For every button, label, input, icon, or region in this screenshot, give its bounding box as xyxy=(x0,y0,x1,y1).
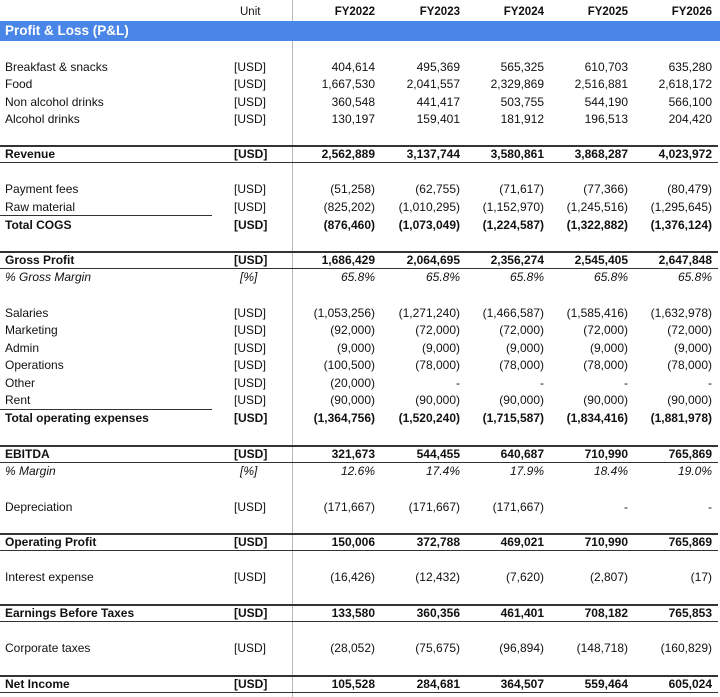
row-value: 321,673 xyxy=(331,447,375,461)
row-value: 469,021 xyxy=(500,535,544,549)
row-value: 765,869 xyxy=(668,535,712,549)
row-value: - xyxy=(708,500,712,514)
total-row-operating-profit xyxy=(0,534,720,551)
row-value: (1,010,295) xyxy=(398,200,460,214)
row-value: 1,686,429 xyxy=(321,253,375,267)
row-value: 2,329,869 xyxy=(490,77,544,91)
row-value: (75,675) xyxy=(415,641,460,655)
row-value: 65.8% xyxy=(425,270,460,284)
row-value: (1,585,416) xyxy=(566,306,628,320)
row-unit: [USD] xyxy=(234,182,267,196)
table-row xyxy=(0,94,720,111)
section-title-bar xyxy=(0,21,720,41)
row-unit: [USD] xyxy=(234,393,267,407)
row-unit: [USD] xyxy=(234,447,268,461)
row-value: 3,580,861 xyxy=(490,147,544,161)
row-value: (825,202) xyxy=(323,200,375,214)
row-value: 150,006 xyxy=(331,535,375,549)
row-value: (1,834,416) xyxy=(566,411,628,425)
row-value: (1,295,645) xyxy=(650,200,712,214)
row-value: (1,520,240) xyxy=(398,411,460,425)
row-label: Operating Profit xyxy=(5,535,97,549)
row-value: 3,137,744 xyxy=(406,147,460,161)
row-value: 710,990 xyxy=(584,447,628,461)
row-value: (16,426) xyxy=(330,570,375,584)
table-row xyxy=(0,375,720,392)
row-unit: [USD] xyxy=(234,77,267,91)
row-value: 133,580 xyxy=(331,606,375,620)
row-unit: [USD] xyxy=(234,677,268,691)
row-value: (78,000) xyxy=(667,358,712,372)
row-value: (62,755) xyxy=(415,182,460,196)
row-value: 765,869 xyxy=(668,447,712,461)
table-row xyxy=(0,340,720,357)
table-row xyxy=(0,392,720,409)
row-unit: [USD] xyxy=(234,323,267,337)
subtotal-row-cogs xyxy=(0,217,720,234)
row-value: 18.4% xyxy=(593,464,628,478)
section-title: Profit & Loss (P&L) xyxy=(5,23,129,38)
table-row xyxy=(0,357,720,374)
table-row xyxy=(0,569,720,586)
row-label: % Gross Margin xyxy=(5,270,92,284)
subtotal-underline xyxy=(0,215,212,216)
row-value: 566,100 xyxy=(668,95,712,109)
row-value: 130,197 xyxy=(331,112,375,126)
total-row-gross-profit xyxy=(0,252,720,269)
row-value: (9,000) xyxy=(336,341,375,355)
row-value: 17.4% xyxy=(425,464,460,478)
row-value: 19.0% xyxy=(677,464,712,478)
row-value: (171,667) xyxy=(492,500,544,514)
total-row-net-income xyxy=(0,676,720,693)
row-value: (9,000) xyxy=(589,341,628,355)
row-label: Earnings Before Taxes xyxy=(5,606,135,620)
row-value: (72,000) xyxy=(583,323,628,337)
row-value: 565,325 xyxy=(500,60,544,74)
row-value: 495,369 xyxy=(416,60,460,74)
row-unit: [USD] xyxy=(234,218,268,232)
row-value: 640,687 xyxy=(500,447,544,461)
total-row-ebt xyxy=(0,605,720,622)
row-unit: [USD] xyxy=(234,411,268,425)
header-unit: Unit xyxy=(240,6,261,18)
row-value: 105,528 xyxy=(331,677,375,691)
table-row xyxy=(0,640,720,657)
row-value: (71,617) xyxy=(499,182,544,196)
row-value: 2,041,557 xyxy=(406,77,460,91)
row-value: 360,356 xyxy=(416,606,460,620)
row-label: Revenue xyxy=(5,147,56,161)
row-unit: [USD] xyxy=(234,95,267,109)
row-label: Breakfast & snacks xyxy=(5,60,108,74)
row-unit: [USD] xyxy=(234,500,267,514)
row-value: (78,000) xyxy=(583,358,628,372)
row-value: 559,464 xyxy=(584,677,628,691)
row-label: Other xyxy=(5,376,36,390)
row-value: 605,024 xyxy=(668,677,712,691)
row-label: Marketing xyxy=(5,323,58,337)
row-value: 2,356,274 xyxy=(490,253,544,267)
row-value: 441,417 xyxy=(416,95,460,109)
row-value: 765,853 xyxy=(668,606,712,620)
row-value: 364,507 xyxy=(500,677,544,691)
margin-row xyxy=(0,269,720,286)
row-unit: [USD] xyxy=(234,535,268,549)
row-value: (100,500) xyxy=(323,358,375,372)
row-value: 2,562,889 xyxy=(321,147,375,161)
row-value: 65.8% xyxy=(593,270,628,284)
row-value: - xyxy=(624,500,628,514)
row-unit: [USD] xyxy=(234,112,267,126)
row-unit: [USD] xyxy=(234,570,267,584)
header-year: FY2025 xyxy=(587,6,628,18)
row-unit: [USD] xyxy=(234,253,268,267)
row-value: (72,000) xyxy=(499,323,544,337)
row-label: Total COGS xyxy=(5,218,72,232)
row-value: (1,715,587) xyxy=(482,411,544,425)
row-label: Salaries xyxy=(5,306,49,320)
row-label: Net Income xyxy=(5,677,70,691)
row-value: - xyxy=(624,376,628,390)
row-value: (1,632,978) xyxy=(650,306,712,320)
row-value: (78,000) xyxy=(499,358,544,372)
row-value: 159,401 xyxy=(416,112,460,126)
row-value: (90,000) xyxy=(330,393,375,407)
total-row-ebitda xyxy=(0,446,720,463)
row-value: (90,000) xyxy=(499,393,544,407)
row-value: (1,224,587) xyxy=(482,218,544,232)
row-label: Operations xyxy=(5,358,64,372)
row-value: (1,053,256) xyxy=(313,306,375,320)
row-value: (72,000) xyxy=(415,323,460,337)
row-value: (1,073,049) xyxy=(398,218,460,232)
row-value: 284,681 xyxy=(416,677,460,691)
row-value: 181,912 xyxy=(500,112,544,126)
row-unit: [%] xyxy=(240,270,258,284)
row-label: Rent xyxy=(5,393,31,407)
row-unit: [USD] xyxy=(234,147,268,161)
row-unit: [USD] xyxy=(234,306,267,320)
row-value: (171,667) xyxy=(323,500,375,514)
row-value: (96,894) xyxy=(499,641,544,655)
row-unit: [USD] xyxy=(234,606,268,620)
row-label: Total operating expenses xyxy=(5,411,149,425)
row-label: % Margin xyxy=(5,464,56,478)
row-value: (9,000) xyxy=(421,341,460,355)
table-row xyxy=(0,111,720,128)
row-value: (9,000) xyxy=(673,341,712,355)
table-row xyxy=(0,199,720,216)
table-row xyxy=(0,181,720,198)
row-value: (90,000) xyxy=(583,393,628,407)
row-value: (1,322,882) xyxy=(566,218,628,232)
row-value: 404,614 xyxy=(331,60,375,74)
row-value: (51,258) xyxy=(330,182,375,196)
header-row xyxy=(0,4,720,21)
row-value: 12.6% xyxy=(340,464,375,478)
row-value: (20,000) xyxy=(330,376,375,390)
row-value: (171,667) xyxy=(408,500,460,514)
row-value: 65.8% xyxy=(509,270,544,284)
row-label: Food xyxy=(5,77,33,91)
row-label: Depreciation xyxy=(5,500,73,514)
row-value: (90,000) xyxy=(415,393,460,407)
row-value: (92,000) xyxy=(330,323,375,337)
row-value: (17) xyxy=(690,570,712,584)
row-value: 503,755 xyxy=(500,95,544,109)
row-value: 17.9% xyxy=(509,464,544,478)
header-year: FY2022 xyxy=(334,6,375,18)
row-value: 544,190 xyxy=(584,95,628,109)
row-value: (1,271,240) xyxy=(398,306,460,320)
row-label: Interest expense xyxy=(5,570,94,584)
table-row xyxy=(0,499,720,516)
row-value: 65.8% xyxy=(677,270,712,284)
row-label: Raw material xyxy=(5,200,76,214)
subtotal-row-opex xyxy=(0,410,720,427)
row-value: (7,620) xyxy=(505,570,544,584)
row-value: (1,152,970) xyxy=(482,200,544,214)
row-value: 4,023,972 xyxy=(658,147,712,161)
table-row xyxy=(0,305,720,322)
row-label: Non alcohol drinks xyxy=(5,95,104,109)
row-value: (72,000) xyxy=(667,323,712,337)
header-year: FY2026 xyxy=(671,6,712,18)
row-label: EBITDA xyxy=(5,447,50,461)
total-row-revenue xyxy=(0,146,720,163)
row-value: (90,000) xyxy=(667,393,712,407)
row-value: (28,052) xyxy=(330,641,375,655)
row-value: (80,479) xyxy=(667,182,712,196)
row-unit: [USD] xyxy=(234,341,267,355)
row-value: - xyxy=(708,376,712,390)
row-value: 2,545,405 xyxy=(574,253,628,267)
row-value: (78,000) xyxy=(415,358,460,372)
row-value: (1,364,756) xyxy=(313,411,375,425)
row-value: 635,280 xyxy=(668,60,712,74)
table-row xyxy=(0,322,720,339)
row-value: (1,466,587) xyxy=(482,306,544,320)
row-value: 2,516,881 xyxy=(574,77,628,91)
row-value: (77,366) xyxy=(583,182,628,196)
row-value: (2,807) xyxy=(589,570,628,584)
row-unit: [USD] xyxy=(234,376,267,390)
row-unit: [USD] xyxy=(234,60,267,74)
row-value: 544,455 xyxy=(416,447,460,461)
row-value: (148,718) xyxy=(576,641,628,655)
row-value: 196,513 xyxy=(584,112,628,126)
header-year: FY2023 xyxy=(419,6,460,18)
table-row xyxy=(0,59,720,76)
row-value: (1,245,516) xyxy=(566,200,628,214)
row-value: (1,881,978) xyxy=(650,411,712,425)
row-label: Payment fees xyxy=(5,182,79,196)
row-value: 610,703 xyxy=(584,60,628,74)
row-value: 3,868,287 xyxy=(574,147,628,161)
row-value: (1,376,124) xyxy=(650,218,712,232)
row-value: 65.8% xyxy=(340,270,375,284)
row-value: - xyxy=(540,376,544,390)
row-unit: [USD] xyxy=(234,200,267,214)
row-value: 1,667,530 xyxy=(321,77,375,91)
row-label: Gross Profit xyxy=(5,253,75,267)
margin-row xyxy=(0,463,720,480)
row-value: (160,829) xyxy=(660,641,712,655)
row-value: 710,990 xyxy=(584,535,628,549)
row-value: - xyxy=(456,376,460,390)
row-label: Admin xyxy=(5,341,40,355)
row-unit: [%] xyxy=(240,464,258,478)
table-row xyxy=(0,76,720,93)
row-value: (12,432) xyxy=(415,570,460,584)
row-value: 2,647,848 xyxy=(658,253,712,267)
row-value: (9,000) xyxy=(505,341,544,355)
row-value: 461,401 xyxy=(500,606,544,620)
row-value: 708,182 xyxy=(584,606,628,620)
row-value: 360,548 xyxy=(331,95,375,109)
row-unit: [USD] xyxy=(234,641,267,655)
row-label: Alcohol drinks xyxy=(5,112,80,126)
row-label: Corporate taxes xyxy=(5,641,91,655)
row-value: (876,460) xyxy=(323,218,375,232)
row-value: 2,064,695 xyxy=(406,253,460,267)
row-value: 372,788 xyxy=(416,535,460,549)
header-year: FY2024 xyxy=(503,6,544,18)
row-unit: [USD] xyxy=(234,358,267,372)
row-value: 204,420 xyxy=(668,112,712,126)
row-value: 2,618,172 xyxy=(658,77,712,91)
